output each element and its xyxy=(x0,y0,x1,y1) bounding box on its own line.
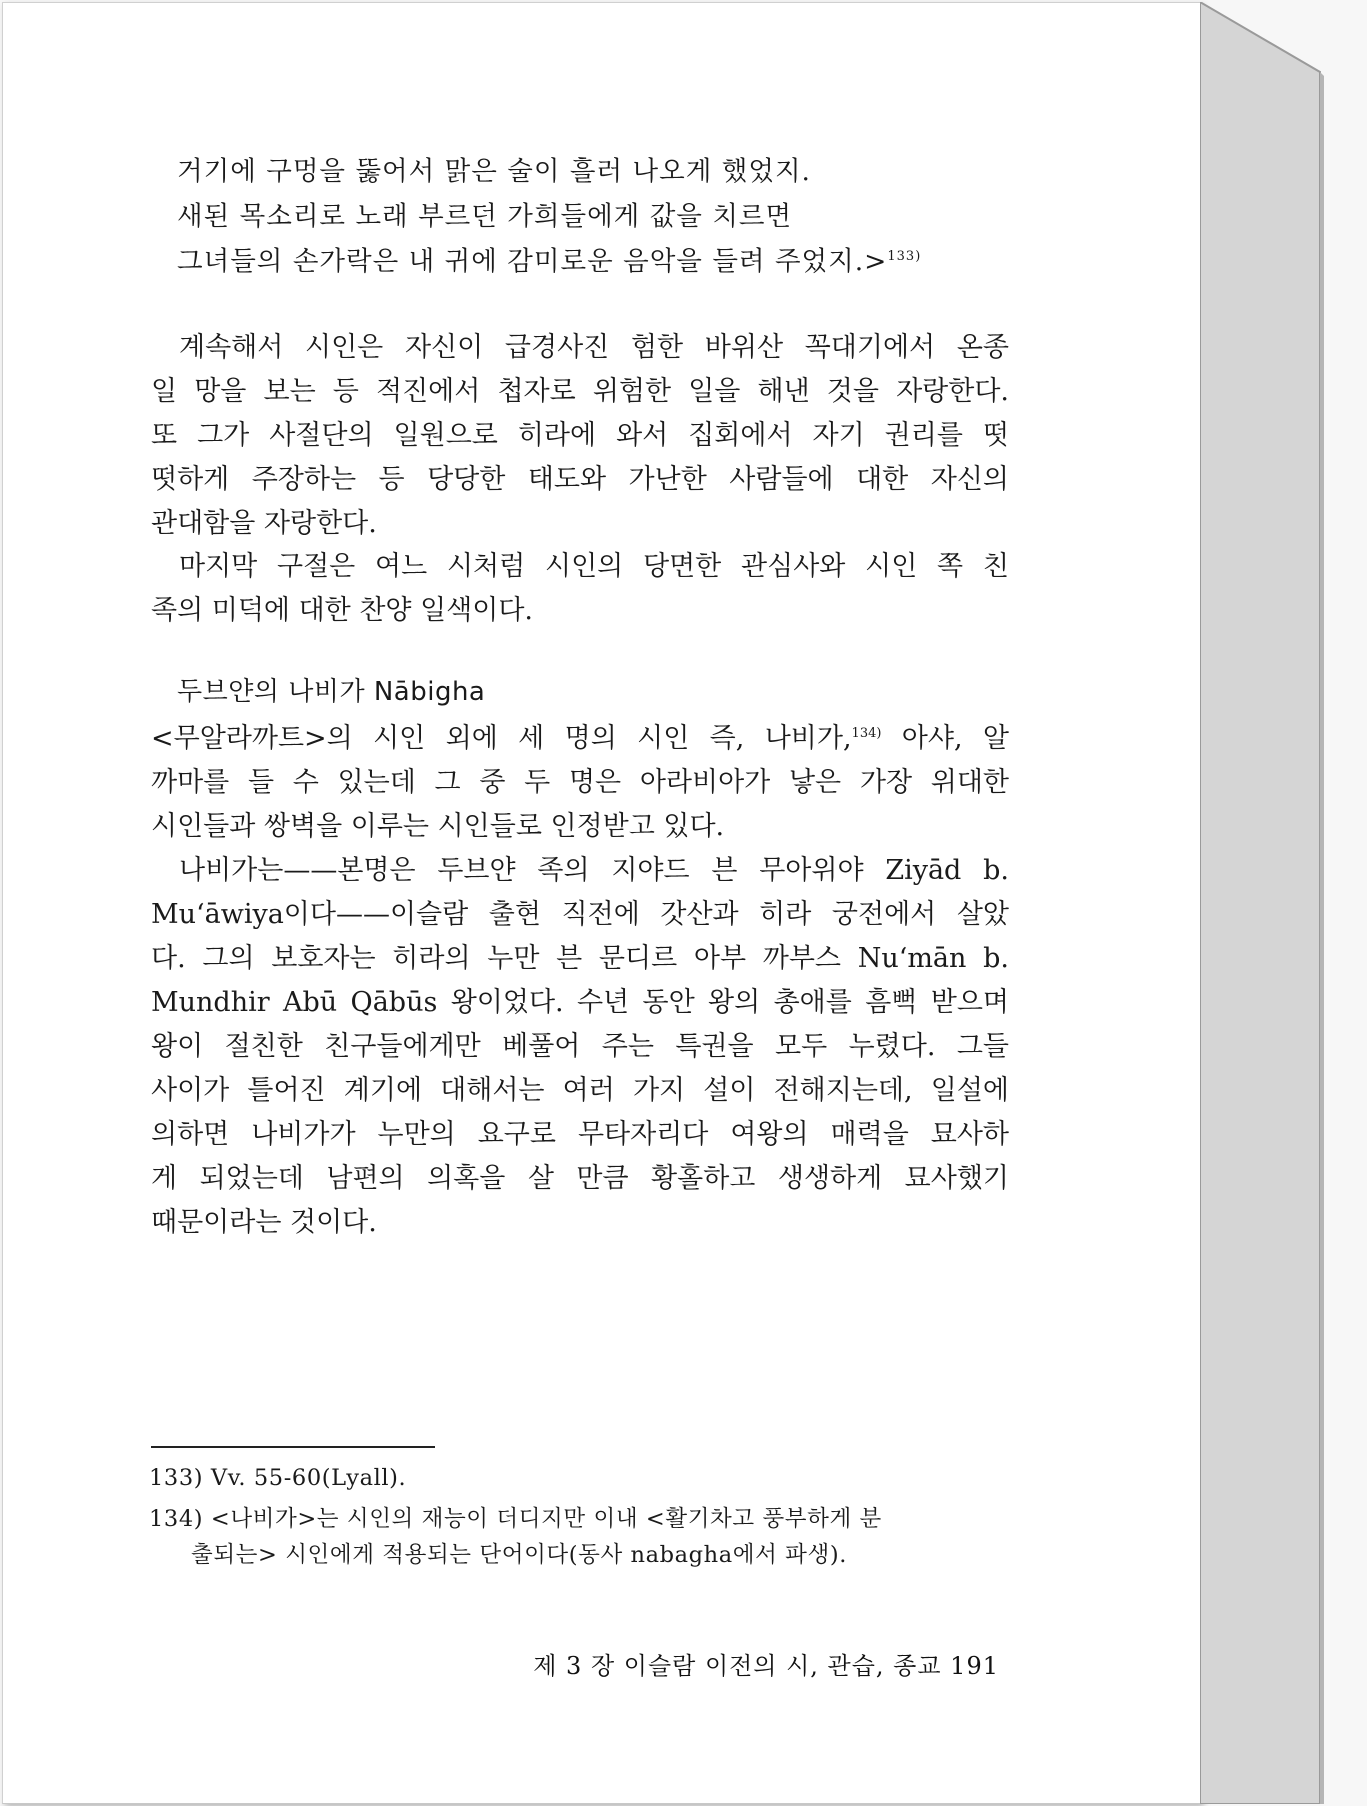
paragraph-line: 때문이라는 것이다. xyxy=(151,1207,377,1238)
verse-line: 거기에 구멍을 뚫어서 맑은 술이 흘러 나오게 했었지. xyxy=(177,156,811,187)
footnote-ref-134: 134) xyxy=(851,726,882,741)
paragraph-line: 게 되었는데 남편의 의혹을 살 만큼 황홀하고 생생하게 묘사했기 xyxy=(151,1163,1009,1194)
paragraph-line: 관대함을 자랑한다. xyxy=(151,508,377,539)
paragraph-line: 나비가는——본명은 두브얀 족의 지야드 븐 무아위야 Ziyād b. xyxy=(179,855,1009,886)
page-stack-side xyxy=(1200,2,1360,1804)
paragraph-line: 일 망을 보는 등 적진에서 첩자로 위험한 일을 해낸 것을 자랑한다. xyxy=(151,376,1009,407)
paragraph-line: 족의 미덕에 대한 찬양 일색이다. xyxy=(151,595,533,626)
footnote-134-continued: 출되는> 시인에게 적용되는 단어이다(동사 nabagha에서 파생). xyxy=(191,1542,847,1568)
footnote-134: 134) <나비가>는 시인의 재능이 더디지만 이내 <활기차고 풍부하게 분 xyxy=(149,1506,882,1532)
verse-line xyxy=(177,239,921,278)
paragraph-line: 다. 그의 보호자는 히라의 누만 븐 문디르 아부 까부스 Nu‘mān b. xyxy=(151,943,1009,974)
paragraph-line: Mu‘āwiya이다——이슬람 출현 직전에 갓산과 히라 궁전에서 살았 xyxy=(151,899,1009,930)
verse-text: 그녀들의 손가락은 내 귀에 감미로운 음악을 들려 주었지.> xyxy=(177,246,888,277)
paragraph-line: 계속해서 시인은 자신이 급경사진 험한 바위산 꼭대기에서 온종 xyxy=(179,332,1009,363)
paragraph-line: Mundhir Abū Qābūs 왕이었다. 수년 동안 왕의 총애를 흠뻑 받으며 xyxy=(151,987,1009,1018)
paragraph-line: 의하면 나비가가 누만의 요구로 무타자리다 여왕의 매력을 묘사하 xyxy=(151,1119,1009,1150)
paragraph-line: 왕이 절친한 친구들에게만 베풀어 주는 특권을 모두 누렸다. 그들 xyxy=(151,1031,1009,1062)
verse-line: 새된 목소리로 노래 부르던 가희들에게 값을 치르면 xyxy=(177,201,793,232)
paragraph-text: <무알라까트>의 시인 외에 세 명의 시인 즉, 나비가, xyxy=(151,723,852,754)
book-page xyxy=(2,2,1201,1804)
paragraph-line: 떳하게 주장하는 등 당당한 태도와 가난한 사람들에 대한 자신의 xyxy=(151,464,1009,495)
footnote-133: 133) Vv. 55-60(Lyall). xyxy=(149,1465,407,1491)
paragraph-line: 시인들과 쌍벽을 이루는 시인들로 인정받고 있다. xyxy=(151,811,725,842)
paragraph-line: 마지막 구절은 여느 시처럼 시인의 당면한 관심사와 시인 쪽 친 xyxy=(179,551,1009,582)
section-heading: 두브얀의 나비가 Nābigha xyxy=(177,677,486,707)
footnote-ref-133: 133) xyxy=(887,249,922,264)
paragraph-line: 사이가 틀어진 계기에 대해서는 여러 가지 설이 전해지는데, 일설에 xyxy=(151,1075,1009,1106)
paragraph-line: 또 그가 사절단의 일원으로 히라에 와서 집회에서 자기 권리를 떳 xyxy=(151,420,1009,451)
paragraph-line xyxy=(151,716,1009,755)
paragraph-text: 아샤, 알 xyxy=(881,723,1010,754)
paragraph-line: 까마를 들 수 있는데 그 중 두 명은 아라비아가 낳은 가장 위대한 xyxy=(151,767,1009,798)
page-edge-graphic xyxy=(1200,2,1360,1804)
footnote-separator xyxy=(151,1446,435,1448)
running-footer: 제 3 장 이슬람 이전의 시, 관습, 종교 191 xyxy=(533,1652,999,1680)
